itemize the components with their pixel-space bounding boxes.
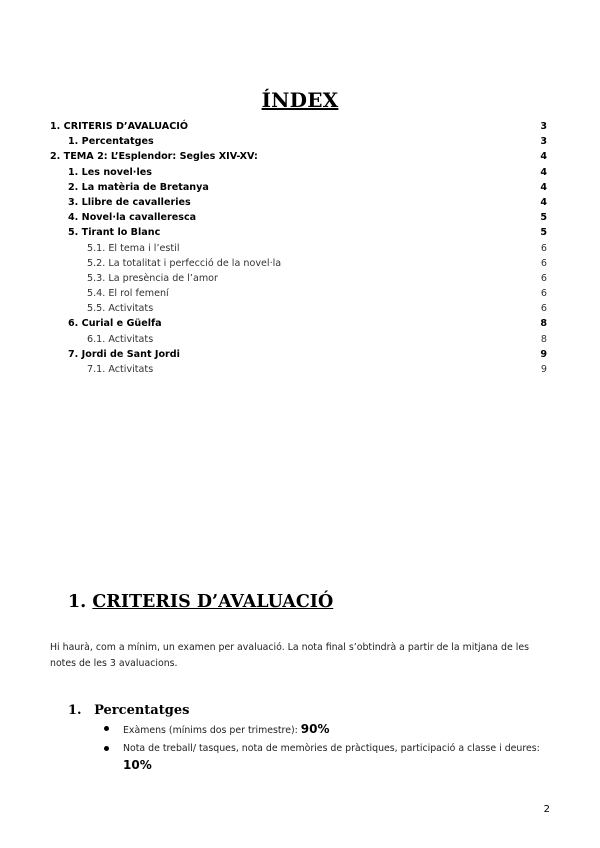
bullet-text: Exàmens (mínims dos per trimestre): (123, 725, 301, 736)
toc-entry-label: 5. Tirant lo Blanc (68, 227, 161, 239)
toc-entry-label: 1. Les novel·les (68, 166, 152, 178)
toc-entry-page: 8 (540, 318, 547, 330)
index-title: ÍNDEX (261, 88, 339, 112)
toc-entry-page: 6 (540, 303, 547, 315)
toc-entry-label: 5.1. El tema i l’estil (87, 242, 180, 254)
toc-entry-page: 9 (540, 348, 547, 360)
toc-entry[interactable] (50, 362, 550, 377)
percentages-list (104, 720, 550, 775)
section-heading (68, 592, 333, 612)
toc-entry-label: 1. CRITERIS D’AVALUACIÓ (50, 121, 188, 132)
bullet-icon (104, 746, 109, 751)
toc-entry-label: 7.1. Activitats (87, 364, 154, 375)
toc-entry-page: 4 (540, 181, 547, 193)
toc-entry-page: 6 (540, 257, 547, 269)
toc-entry[interactable] (50, 149, 550, 164)
toc-entry-page: 5 (540, 227, 547, 239)
toc-entry[interactable] (50, 332, 550, 347)
toc-entry-page: 4 (540, 196, 547, 208)
section-number: 1. (68, 592, 87, 612)
list-item (104, 720, 550, 740)
toc-entry-page: 3 (540, 136, 547, 148)
toc-entry-page: 6 (540, 242, 547, 254)
toc-entry-label: 7. Jordi de Sant Jordi (68, 348, 180, 360)
toc-entry-page: 6 (540, 288, 547, 300)
toc-entry-label: 6.1. Activitats (87, 333, 154, 345)
toc-entry[interactable] (50, 301, 550, 316)
toc-entry[interactable] (50, 347, 550, 362)
subsection-title: Percentatges (94, 703, 190, 718)
toc-entry-label: 6. Curial e Güelfa (68, 318, 162, 330)
toc-entry[interactable] (50, 134, 550, 149)
toc-entry[interactable] (50, 286, 550, 301)
toc-entry-label: 2. TEMA 2: L’Esplendor: Segles XIV-XV: (50, 151, 258, 163)
subsection-heading (68, 703, 189, 718)
toc-entry[interactable] (50, 316, 550, 331)
bullet-value: 90% (300, 722, 330, 736)
toc-entry-page: 4 (540, 166, 547, 178)
bullet-icon (104, 726, 109, 731)
toc-entry-page: 6 (540, 272, 547, 284)
toc-entry[interactable] (50, 119, 550, 134)
toc-entry[interactable] (50, 256, 550, 271)
toc-entry-label: 1. Percentatges (68, 136, 154, 148)
section-paragraph: Hi haurà, com a mínim, un examen per avaluació. La nota final s’obtindrà a partir de la mitjana de les notes de les 3 avaluacions. (50, 642, 529, 669)
toc-entry-label: 5.3. La presència de l’amor (87, 272, 219, 284)
toc-entry-page: 3 (540, 121, 547, 132)
toc-entry-page: 8 (540, 333, 547, 345)
toc-entry[interactable] (50, 165, 550, 180)
toc-entry[interactable] (50, 195, 550, 210)
toc-entry[interactable] (50, 225, 550, 240)
toc-entry-label: 5.4. El rol femení (87, 288, 169, 300)
bullet-value: 10% (123, 758, 152, 772)
list-item (104, 740, 550, 775)
bullet-text: Nota de treball/ tasques, nota de memòries de pràctiques, participació a classe i deures: (123, 743, 540, 754)
toc-entry-label: 5.2. La totalitat i perfecció de la novel·la (87, 257, 282, 269)
toc-entry[interactable] (50, 180, 550, 195)
toc-entry-page: 4 (540, 151, 547, 163)
page-number: 2 (543, 804, 550, 815)
toc-entry-label: 4. Novel·la cavalleresca (68, 212, 197, 224)
table-of-contents (50, 119, 550, 377)
subsection-number: 1. (68, 703, 82, 718)
toc-entry-page: 9 (540, 364, 547, 375)
toc-entry[interactable] (50, 210, 550, 225)
toc-entry[interactable] (50, 241, 550, 256)
toc-entry-page: 5 (540, 212, 547, 224)
section-title: CRITERIS D’AVALUACIÓ (92, 592, 334, 612)
toc-entry[interactable] (50, 271, 550, 286)
toc-entry-label: 3. Llibre de cavalleries (68, 196, 191, 208)
toc-entry-label: 5.5. Activitats (87, 303, 154, 315)
toc-entry-label: 2. La matèria de Bretanya (68, 181, 209, 193)
